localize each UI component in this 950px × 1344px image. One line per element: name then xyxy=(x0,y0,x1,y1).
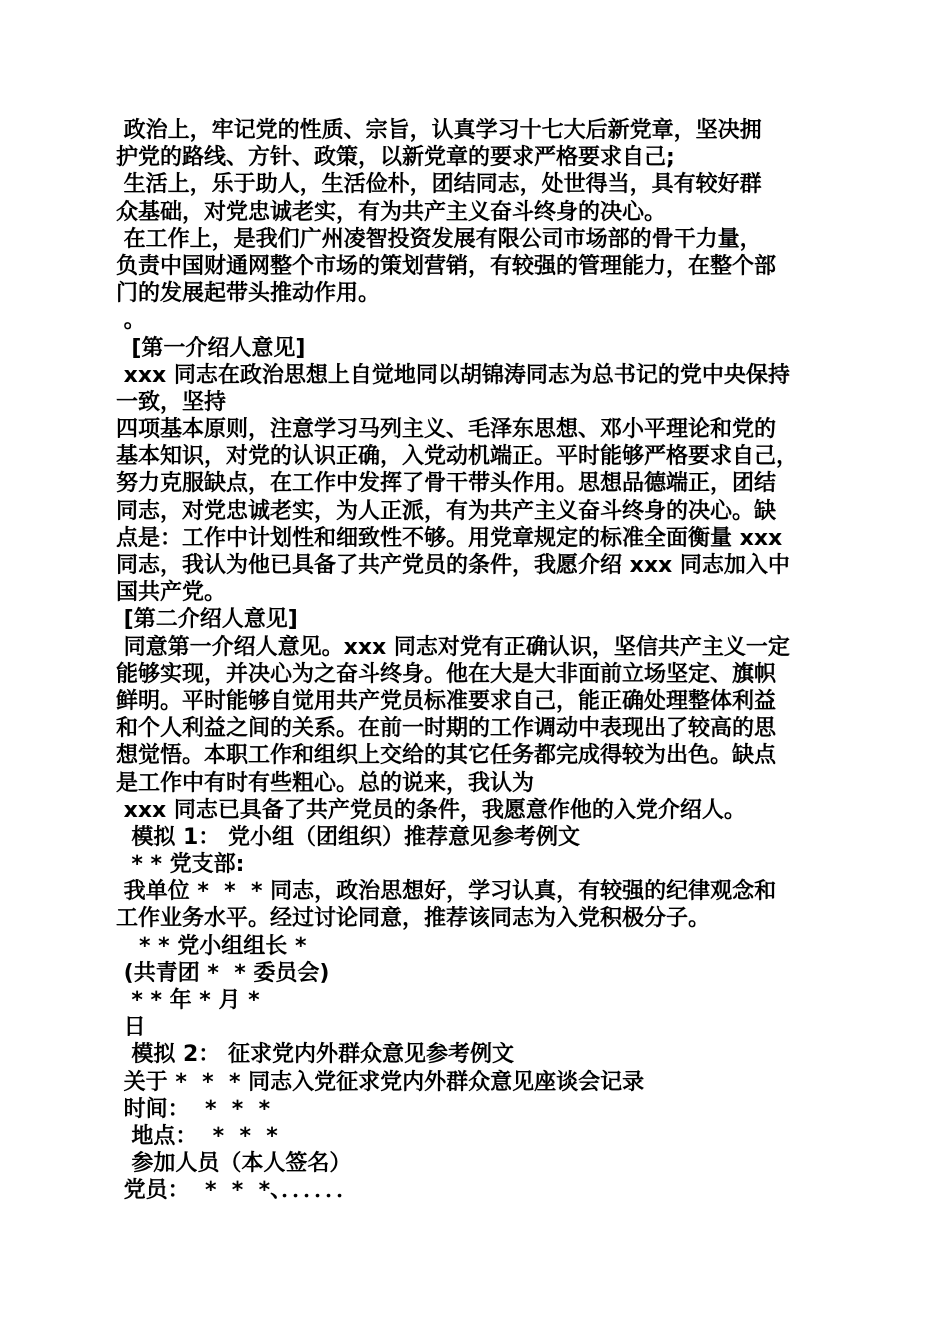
text-line: 鲜明。平时能够自觉用共产党员标准要求自己，能正确处理整体利益 xyxy=(116,688,777,714)
text-line: 护党的路线、方针、政策，以新党章的要求严格要求自己; xyxy=(116,145,675,171)
text-line: 政治上，牢记党的性质、宗旨，认真学习十七大后新党章，坚决拥 xyxy=(116,118,762,143)
text-line: 同意第一介绍人意见。xxx 同志对党有正确认识，坚信共产主义一定 xyxy=(116,634,790,660)
text-line: 国共产党。 xyxy=(116,580,227,606)
text-line: 我单位 * * * 同志，政治思想好，学习认真，有较强的纪律观念和 xyxy=(116,879,777,905)
text-line: [第一介绍人意见] xyxy=(116,335,306,361)
text-line: 点是：工作中计划性和细致性不够。用党章规定的标准全面衡量 xxx xyxy=(116,525,783,551)
text-line: xxx 同志在政治思想上自觉地同以胡锦涛同志为总书记的党中央保持 xyxy=(116,362,790,388)
text-line: 一致，坚持 xyxy=(116,389,227,415)
text-line: 参加人员（本人签名） xyxy=(116,1151,352,1177)
text-line: 门的发展起带头推动作用。 xyxy=(116,281,381,307)
text-line: 基本知识，对党的认识正确，入党动机端正。平时能够严格要求自己， xyxy=(116,444,799,470)
text-line: 众基础，对党忠诚老实，有为共产主义奋斗终身的决心。 xyxy=(116,199,667,225)
text-line: 关于 * * * 同志入党征求党内外群众意见座谈会记录 xyxy=(116,1069,645,1095)
text-line: * * 年 * 月 * xyxy=(116,988,260,1013)
text-line: 。 xyxy=(116,308,146,334)
text-line: 同志，对党忠诚老实，为人正派，有为共产主义奋斗终身的决心。缺 xyxy=(116,498,777,524)
text-line: 是工作中有时有些粗心。总的说来，我认为 xyxy=(116,770,535,796)
text-line: [第二介绍人意见] xyxy=(116,607,298,633)
text-line: 日 xyxy=(116,1015,146,1041)
text-line: 模拟 1： 党小组（团组织）推荐意见参考例文 xyxy=(116,824,580,850)
text-line: * * 党支部: xyxy=(116,852,245,878)
text-line: * * 党小组组长 * xyxy=(116,933,307,959)
text-line: xxx 同志已具备了共产党员的条件，我愿意作他的入党介绍人。 xyxy=(116,797,746,823)
text-line: 负责中国财通网整个市场的策划营销，有较强的管理能力，在整个部 xyxy=(116,253,777,279)
text-line: 和个人利益之间的关系。在前一时期的工作调动中表现出了较高的思 xyxy=(116,716,777,742)
text-line: 同志，我认为他已具备了共产党员的条件，我愿介绍 xxx 同志加入中 xyxy=(116,553,790,578)
text-line: 工作业务水平。经过讨论同意，推荐该同志为入党积极分子。 xyxy=(116,906,711,932)
text-line: 时间： * * * xyxy=(116,1096,271,1122)
text-line: (共青团 * * 委员会) xyxy=(116,960,330,986)
text-line: 党员： * * *、．．．．．． xyxy=(116,1178,359,1204)
text-line: 在工作上，是我们广州凌智投资发展有限公司市场部的骨干力量， xyxy=(116,226,762,252)
text-line: 能够实现，并决心为之奋斗终身。他在大是大非面前立场坚定、旗帜 xyxy=(116,661,777,687)
text-line: 努力克服缺点，在工作中发挥了骨干带头作用。思想品德端正，团结 xyxy=(116,471,777,497)
text-line: 地点： * * * xyxy=(116,1123,278,1149)
text-line: 想觉悟。本职工作和组织上交给的其它任务都完成得较为出色。缺点 xyxy=(116,743,777,769)
text-line: 四项基本原则，注意学习马列主义、毛泽东思想、邓小平理论和党的 xyxy=(116,417,777,443)
text-line: 生活上，乐于助人，生活俭朴，团结同志，处世得当，具有较好群 xyxy=(116,172,762,198)
text-line: 模拟 2： 征求党内外群众意见参考例文 xyxy=(116,1042,514,1068)
document-body xyxy=(116,117,846,1205)
